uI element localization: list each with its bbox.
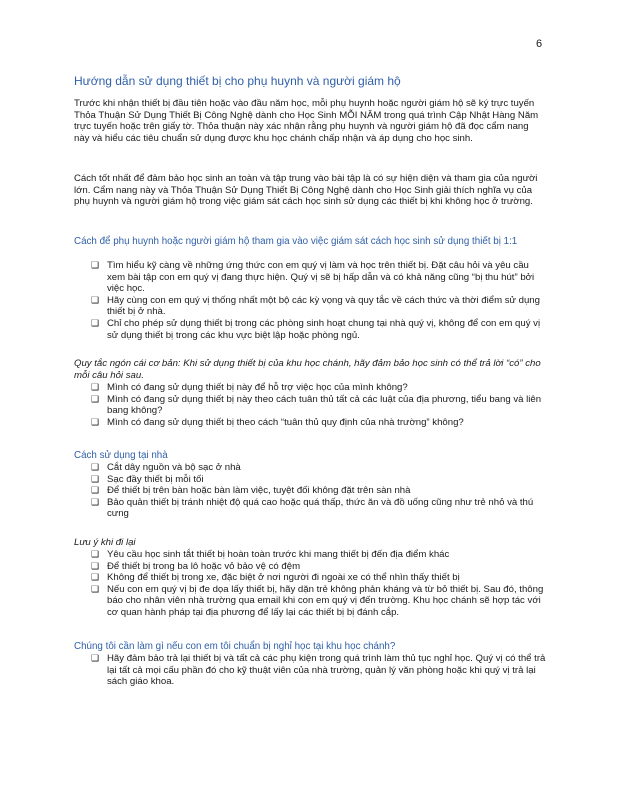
section-heading-travel: Lưu ý khi đi lại bbox=[74, 537, 136, 548]
list-item: ❑ Nếu con em quý vị bị đe dọa lấy thiết bị, hãy dặn trẻ không phản kháng và từ bỏ thiết bị. Sau đó, thông báo cho nhân viên nhà trường qua email khi con em quý vị đến trường. Khu học chánh sẽ hợp tác với cơ quan hành pháp tại địa phương để lấy lại các thiết bị bị đánh cắp. bbox=[91, 583, 544, 618]
list-item: ❑ Không để thiết bị trong xe, đặc biệt ở nơi người đi ngoài xe có thể nhìn thấy thiết bị bbox=[91, 572, 460, 584]
checkbox-bullet-icon: ❑ bbox=[91, 260, 100, 270]
intro-paragraph-1: Trước khi nhận thiết bị đầu tiên hoặc vào đầu năm học, mỗi phụ huynh hoặc người giám hộ sẽ ký trực tuyến Thỏa Thuận Sử Dụng Thiết Bị Công Nghệ dành cho Học Sinh MỖI NĂM trong quá trình Cập Nhật Hàng Năm trực tuyến hoặc trên giấy tờ. Thỏa thuận này xác nhận rằng phụ huynh và người giám hộ đã đọc cẩm nang này và hiểu các tiêu chuẩn sử dụng được khu học chánh chấp nhận và áp dụng cho học sinh. bbox=[74, 98, 539, 144]
list-item: ❑ Bảo quản thiết bị tránh nhiệt độ quá cao hoặc quá thấp, thức ăn và đồ uống cũng như trẻ nhỏ và thú cưng bbox=[91, 496, 534, 520]
checkbox-bullet-icon: ❑ bbox=[91, 653, 100, 663]
travel-list bbox=[74, 549, 546, 619]
page-title: Hướng dẫn sử dụng thiết bị cho phụ huynh và người giám hộ bbox=[74, 74, 401, 88]
list-item: ❑ Mình có đang sử dụng thiết bị này để hỗ trợ việc học của mình không? bbox=[91, 382, 408, 393]
checkbox-bullet-icon: ❑ bbox=[91, 485, 100, 496]
withdraw-list bbox=[74, 653, 546, 688]
checkbox-bullet-icon: ❑ bbox=[91, 560, 100, 571]
checkbox-bullet-icon: ❑ bbox=[91, 462, 100, 472]
list-item: ❑ Hãy cùng con em quý vị thống nhất một bộ các kỳ vọng và quy tắc về cách thức và thời điểm sử dụng thiết bị ở nhà. bbox=[91, 294, 540, 318]
checkbox-bullet-icon: ❑ bbox=[91, 473, 100, 484]
checkbox-bullet-icon: ❑ bbox=[91, 549, 100, 559]
section-heading-withdraw: Chúng tôi cần làm gì nếu con em tôi chuẩn bị nghỉ học tại khu học chánh? bbox=[74, 641, 396, 652]
checkbox-bullet-icon: ❑ bbox=[91, 572, 100, 583]
list-item: ❑ Để thiết bị trong ba lô hoặc vỏ bảo vệ có đệm bbox=[91, 560, 301, 572]
page-number: 6 bbox=[536, 38, 543, 50]
list-item: ❑ Mình có đang sử dụng thiết bị này theo cách tuân thủ tất cả các luật của địa phương, tiểu bang và liên bang không? bbox=[91, 393, 542, 417]
list-item: ❑ Tìm hiểu kỹ càng về những ứng thức con em quý vị làm và học trên thiết bị. Đặt câu hỏi và yêu cầu xem bài tập con em quý vị đang thực hiện. Quý vị sẽ bị hấp dẫn và có khả năng cũng “bị thu hút” bởi việc học. bbox=[91, 260, 535, 295]
list-item: ❑ Để thiết bị trên bàn hoặc bàn làm việc, tuyệt đối không đặt trên sàn nhà bbox=[91, 485, 411, 497]
checkbox-bullet-icon: ❑ bbox=[91, 393, 100, 404]
list-item: ❑ Chỉ cho phép sử dụng thiết bị trong các phòng sinh hoạt chung tại nhà quý vị, không để con em quý vị sử dụng thiết bị trong các khu vực biệt lập hoặc phòng ngủ. bbox=[91, 317, 541, 341]
list-item: ❑ Cắt dây nguồn và bộ sạc ở nhà bbox=[91, 462, 241, 473]
list-item: ❑ Yêu cầu học sinh tắt thiết bị hoàn toàn trước khi mang thiết bị đến địa điểm khác bbox=[91, 549, 450, 560]
list-item: ❑ Sạc đầy thiết bị mỗi tối bbox=[91, 473, 204, 485]
checkbox-bullet-icon: ❑ bbox=[91, 382, 100, 392]
list-item: ❑ Mình có đang sử dụng thiết bị theo cách “tuân thủ quy định của nhà trường” không? bbox=[91, 416, 464, 428]
checkbox-bullet-icon: ❑ bbox=[91, 583, 100, 594]
checkbox-bullet-icon: ❑ bbox=[91, 416, 100, 427]
list-item: ❑ Hãy đảm bảo trả lại thiết bị và tất cả các phụ kiện trong quá trình làm thủ tục nghỉ học. Quý vị có thể trả lại tất cả mọi cấu phần đó cho kỹ thuật viên của nhà trường, quản lý văn phòng hoặc khi quý vị trả lại sách giáo khoa. bbox=[91, 653, 546, 688]
checkbox-bullet-icon: ❑ bbox=[91, 294, 100, 305]
home-use-list bbox=[74, 462, 546, 520]
rules-list bbox=[74, 382, 546, 428]
section-heading-participate: Cách để phụ huynh hoặc người giám hộ tham gia vào việc giám sát cách học sinh sử dụng thiết bị 1:1 bbox=[74, 236, 518, 247]
intro-paragraph-2: Cách tốt nhất để đảm bảo học sinh an toàn và tập trung vào bài tập là có sự hiện diện và tham gia của người lớn. Cẩm nang này và Thỏa Thuận Sử Dụng Thiết Bị Công Nghệ dành cho Học Sinh giải thích nghĩa vụ của phụ huynh và người giám hộ trong việc giám sát cách học sinh sử dụng các thiết bị khi không học ở trường. bbox=[74, 173, 538, 208]
checkbox-bullet-icon: ❑ bbox=[91, 496, 100, 507]
section-heading-home: Cách sử dụng tại nhà bbox=[74, 450, 168, 461]
checkbox-bullet-icon: ❑ bbox=[91, 317, 100, 328]
participate-list bbox=[74, 260, 546, 341]
section-heading-rules: Quy tắc ngón cái cơ bản: Khi sử dụng thiết bị của khu học chánh, hãy đảm bảo học sinh có thể trả lời “có” cho mỗi câu hỏi sau. bbox=[74, 358, 541, 381]
